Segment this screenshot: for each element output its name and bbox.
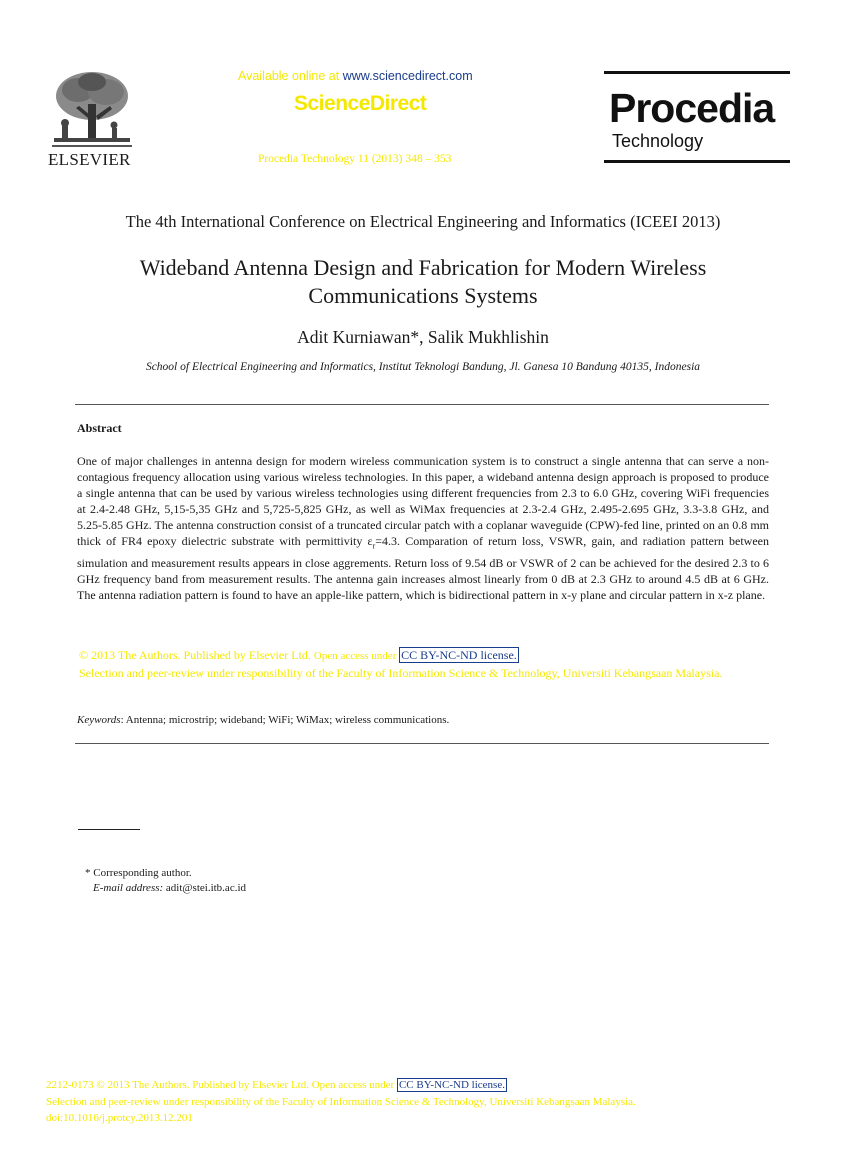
bottom-open-access-label: Open access under — [311, 1079, 397, 1091]
abstract-heading: Abstract — [77, 421, 122, 435]
divider-bottom — [75, 743, 769, 744]
copyright-line-2: Selection and peer-review under responsibility of the Faculty of Information Science & Technology, Universiti Kebangsaan Malaysia. — [79, 666, 723, 680]
paper-title — [0, 254, 846, 310]
elsevier-tree-logo — [48, 68, 136, 150]
elsevier-wordmark: ELSEVIER — [48, 150, 131, 169]
issn-copyright: 2212-0173 © 2013 The Authors. Published by Elsevier Ltd. — [46, 1079, 312, 1091]
procedia-title: Procedia — [609, 85, 775, 131]
permittivity-subscript: r — [372, 541, 376, 551]
paper-title-line-1: Wideband Antenna Design and Fabrication for Modern Wireless — [139, 255, 707, 280]
available-online-label: Available online at — [238, 69, 343, 83]
procedia-subtitle: Technology — [612, 131, 704, 151]
procedia-top-rule — [604, 71, 790, 74]
keywords — [77, 714, 449, 726]
bottom-line-2: Selection and peer-review under responsibility of the Faculty of Information Science & Technology, Universiti Kebangsaan Malaysia. — [46, 1095, 636, 1108]
open-access-label: Open access under — [313, 650, 400, 662]
affiliation: School of Electrical Engineering and Informatics, Institut Teknologi Bandung, Jl. Ganesa 10 Bandung 40135, Indonesia — [145, 361, 701, 373]
bottom-line-1 — [46, 1077, 806, 1094]
sciencedirect-logo: ScienceDirect — [294, 92, 427, 115]
conference-name: The 4th International Conference on Electrical Engineering and Informatics (ICEEI 2013) — [125, 212, 721, 231]
copyright-notice — [79, 647, 769, 682]
email-address: adit@stei.itb.ac.id — [163, 882, 247, 894]
keywords-label: Keywords — [77, 714, 121, 726]
footnote-rule — [78, 829, 140, 830]
divider-top — [75, 404, 769, 405]
keywords-text: : Antenna; microstrip; wideband; WiFi; WiMax; wireless communications. — [120, 714, 450, 726]
authors: Adit Kurniawan*, Salik Mukhlishin — [297, 327, 549, 347]
bottom-notice — [46, 1077, 806, 1127]
journal-reference: Procedia Technology 11 (2013) 348 – 353 — [258, 153, 452, 165]
procedia-logo — [604, 71, 790, 163]
abstract-text-part-2: =4.3. Comparation of return loss, VSWR, gain, and radiation pattern between simulation and measurement results appears in close aggrements. Return loss of 9.54 dB or VSWR of 2 can be achieved for the desired 2.3 to 6 GHz frequency band from measurement results. The antenna gain increases almost linearly from 0 dB at 2.3 GHz to around 4.5 dB at 6 GHz. The antenna radiation pattern is found to have an apple-like pattern, which is bidirectional pattern in x-y plane and circular pattern in x-z plane. — [77, 534, 769, 603]
corresponding-author-note: * Corresponding author. — [85, 867, 192, 879]
abstract-text — [77, 453, 769, 603]
copyright-text: © 2013 The Authors. Published by Elsevier Ltd. — [79, 648, 314, 662]
license-link[interactable]: CC BY-NC-ND license. — [401, 648, 517, 662]
sciencedirect-link[interactable]: www.sciencedirect.com — [342, 69, 473, 83]
email-label: E-mail address: — [93, 882, 164, 894]
abstract-text-part-1: One of major challenges in antenna design for modern wireless communication system is to construct a single antenna that can serve a non-contagious frequency allocation using various wireless technologies. In this paper, a wideband antenna design approach is proposed to produce a single antenna that can be used by various wireless technologies using different frequencies from 2.3 to 6.0 GHz, covering WiFi frequencies at 2.4-2.48 GHz, 5,15-5,35 GHz and 5,725-5,825 GHz, as well as WiMax frequencies at 2.3-2.4 GHz, 2.495-2.695 GHz, 3.3-3.8 GHz, and 5.25-5.85 GHz. The antenna construction consist of a truncated circular patch with a coplanar waveguide (CPW)-fed line, printed on an 0.8 mm thick of FR4 epoxy dielectric substrate with permittivity ε — [77, 454, 769, 549]
copyright-line-1 — [79, 647, 769, 665]
bottom-license-link[interactable]: CC BY-NC-ND license. — [398, 1079, 505, 1091]
doi[interactable]: doi:10.1016/j.protcy.2013.12.201 — [46, 1112, 193, 1124]
paper-title-line-2: Communications Systems — [308, 283, 538, 308]
available-online-line — [238, 69, 473, 83]
procedia-bottom-rule — [604, 160, 790, 163]
email-note — [93, 882, 246, 894]
